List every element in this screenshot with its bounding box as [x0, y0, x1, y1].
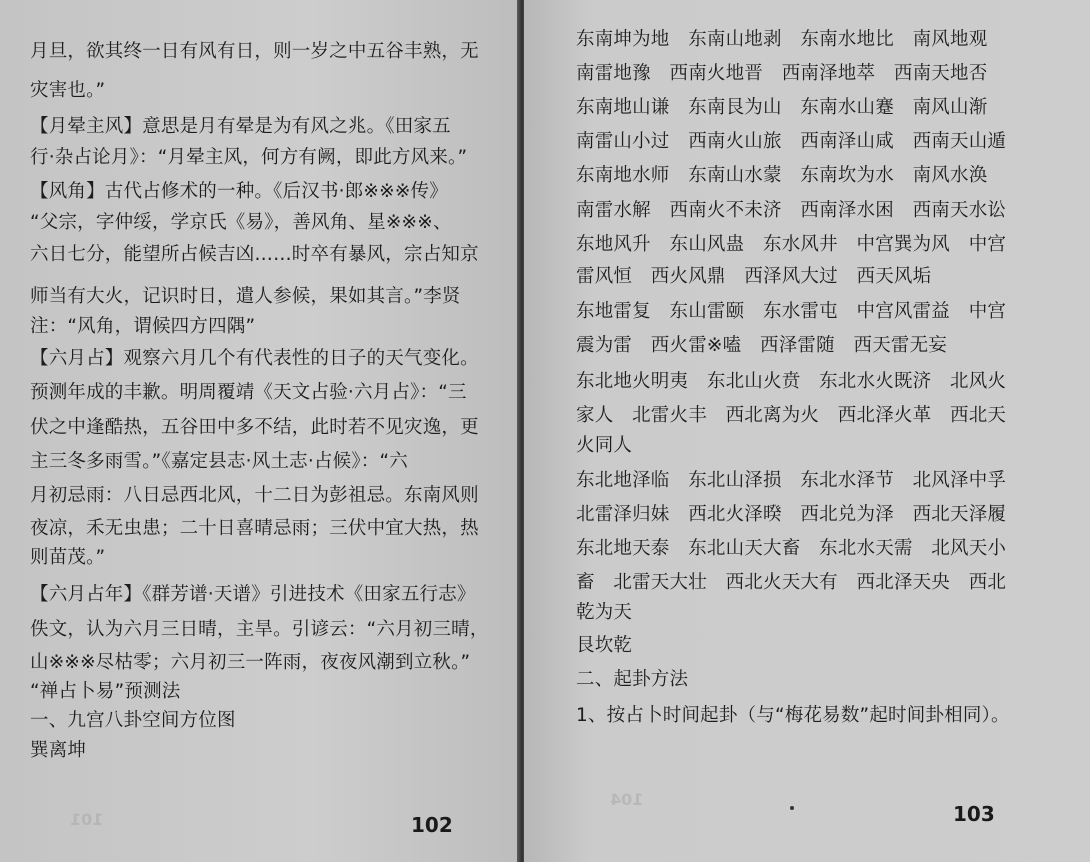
page-number: 103 [953, 802, 995, 826]
text-line: 雷风恒 西火风鼎 西泽风大过 西天风垢 [576, 266, 932, 287]
text-line: 东北地火明夷 东北山火贲 东北水火既济 北风火 [576, 371, 1007, 392]
text-line: 伏之中逢酷热，五谷田中多不结，此时若不见灾逸，更 [30, 417, 479, 438]
text-line: 南雷水解 西南火不未济 西南泽水困 西南天水讼 [576, 200, 1007, 221]
text-line: 月初忌雨：八日忌西北风，十二日为彭祖忌。东南风则 [30, 485, 479, 506]
text-line: 行·杂占论月》：“月晕主风，何方有阙，即此方风来。” [30, 147, 468, 168]
text-line: 乾为天 [576, 602, 633, 623]
text-line: 夜凉，禾无虫患；二十日喜晴忌雨；三伏中宜大热，热 [30, 518, 479, 539]
text-line: “禅占卜易”预测法 [30, 681, 181, 702]
text-line: 【风角】古代占修术的一种。《后汉书·郎※※※传》 [30, 181, 448, 202]
text-line: 【六月占年】《群芳谱·天谱》引进技术《田家五行志》 [30, 584, 476, 605]
text-line: 北雷泽归妹 西北火泽暌 西北兑为泽 西北天泽履 [576, 504, 1007, 525]
text-line: 东北地泽临 东北山泽损 东北水泽节 北风泽中孚 [576, 470, 1007, 491]
text-line: 震为雷 西火雷※嗑 西泽雷随 西天雷无妄 [576, 335, 948, 356]
text-line: “父宗，字仲绥，学京氏《易》，善风角、星※※※、 [30, 212, 452, 233]
text-line: 佚文，认为六月三日晴，主旱。引谚云：“六月初三晴， [30, 619, 489, 640]
left-page [0, 0, 520, 862]
page-number: 102 [411, 813, 453, 837]
text-line: 则苗茂。” [30, 547, 106, 568]
text-line: 畜 北雷天大壮 西北火天大有 西北泽天央 西北 [576, 572, 1007, 593]
text-line: 二、起卦方法 [576, 669, 689, 690]
text-line: 灾害也。” [30, 80, 106, 101]
bleed-through-page-number: 101 [70, 810, 104, 829]
text-line: 艮坎乾 [576, 635, 633, 656]
text-line: 注：“风角，谓候四方四隅” [30, 316, 256, 337]
text-line: 东地雷复 东山雷颐 东水雷屯 中宫风雷益 中宫 [576, 301, 1007, 322]
text-line: 预测年成的丰歉。明周覆靖《天文占验·六月占》：“三 [30, 382, 467, 403]
text-line: 一、九宫八卦空间方位图 [30, 710, 236, 731]
text-line: 火同人 [576, 435, 633, 456]
right-page [524, 0, 1090, 862]
bleed-through-page-number: 104 [610, 790, 644, 809]
text-line: 家人 北雷火丰 西北离为火 西北泽火革 西北天 [576, 405, 1007, 426]
text-line: 巽离坤 [30, 740, 87, 761]
text-line: 六日七分，能望所占候吉凶……时卒有暴风，宗占知京 [30, 244, 479, 265]
text-line: 东北地天泰 东北山天大畜 东北水天需 北风天小 [576, 538, 1007, 559]
text-line: 主三冬多雨雪。”《嘉定县志·风土志·占候》：“六 [30, 451, 408, 472]
text-line: 【月晕主风】意思是月有晕是为有风之兆。《田家五 [30, 116, 451, 137]
text-line: 南雷地豫 西南火地晋 西南泽地萃 西南天地否 [576, 63, 988, 84]
text-line: 师当有大火，记识时日，遣人参候，果如其言。”李贤 [30, 286, 461, 307]
text-line: 东南坤为地 东南山地剥 东南水地比 南风地观 [576, 29, 988, 50]
text-line: 东南地水师 东南山水蒙 东南坎为水 南风水涣 [576, 165, 988, 186]
text-line: 东南地山谦 东南艮为山 东南水山蹇 南风山渐 [576, 97, 988, 118]
text-line: 山※※※尽枯零；六月初三一阵雨，夜夜风潮到立秋。” [30, 652, 471, 673]
text-line: 1、按占卜时间起卦（与“梅花易数”起时间卦相同）。 [576, 705, 1010, 726]
text-line: 月旦，欲其终一日有风有日，则一岁之中五谷丰熟，无 [30, 41, 479, 62]
text-line: 【六月占】观察六月几个有代表性的日子的天气变化。 [30, 348, 479, 369]
text-line: 东地风升 东山风蛊 东水风井 中宫巽为风 中宫 [576, 234, 1007, 255]
text-line: 南雷山小过 西南火山旅 西南泽山咸 西南天山遁 [576, 131, 1007, 152]
print-speck [790, 806, 794, 810]
